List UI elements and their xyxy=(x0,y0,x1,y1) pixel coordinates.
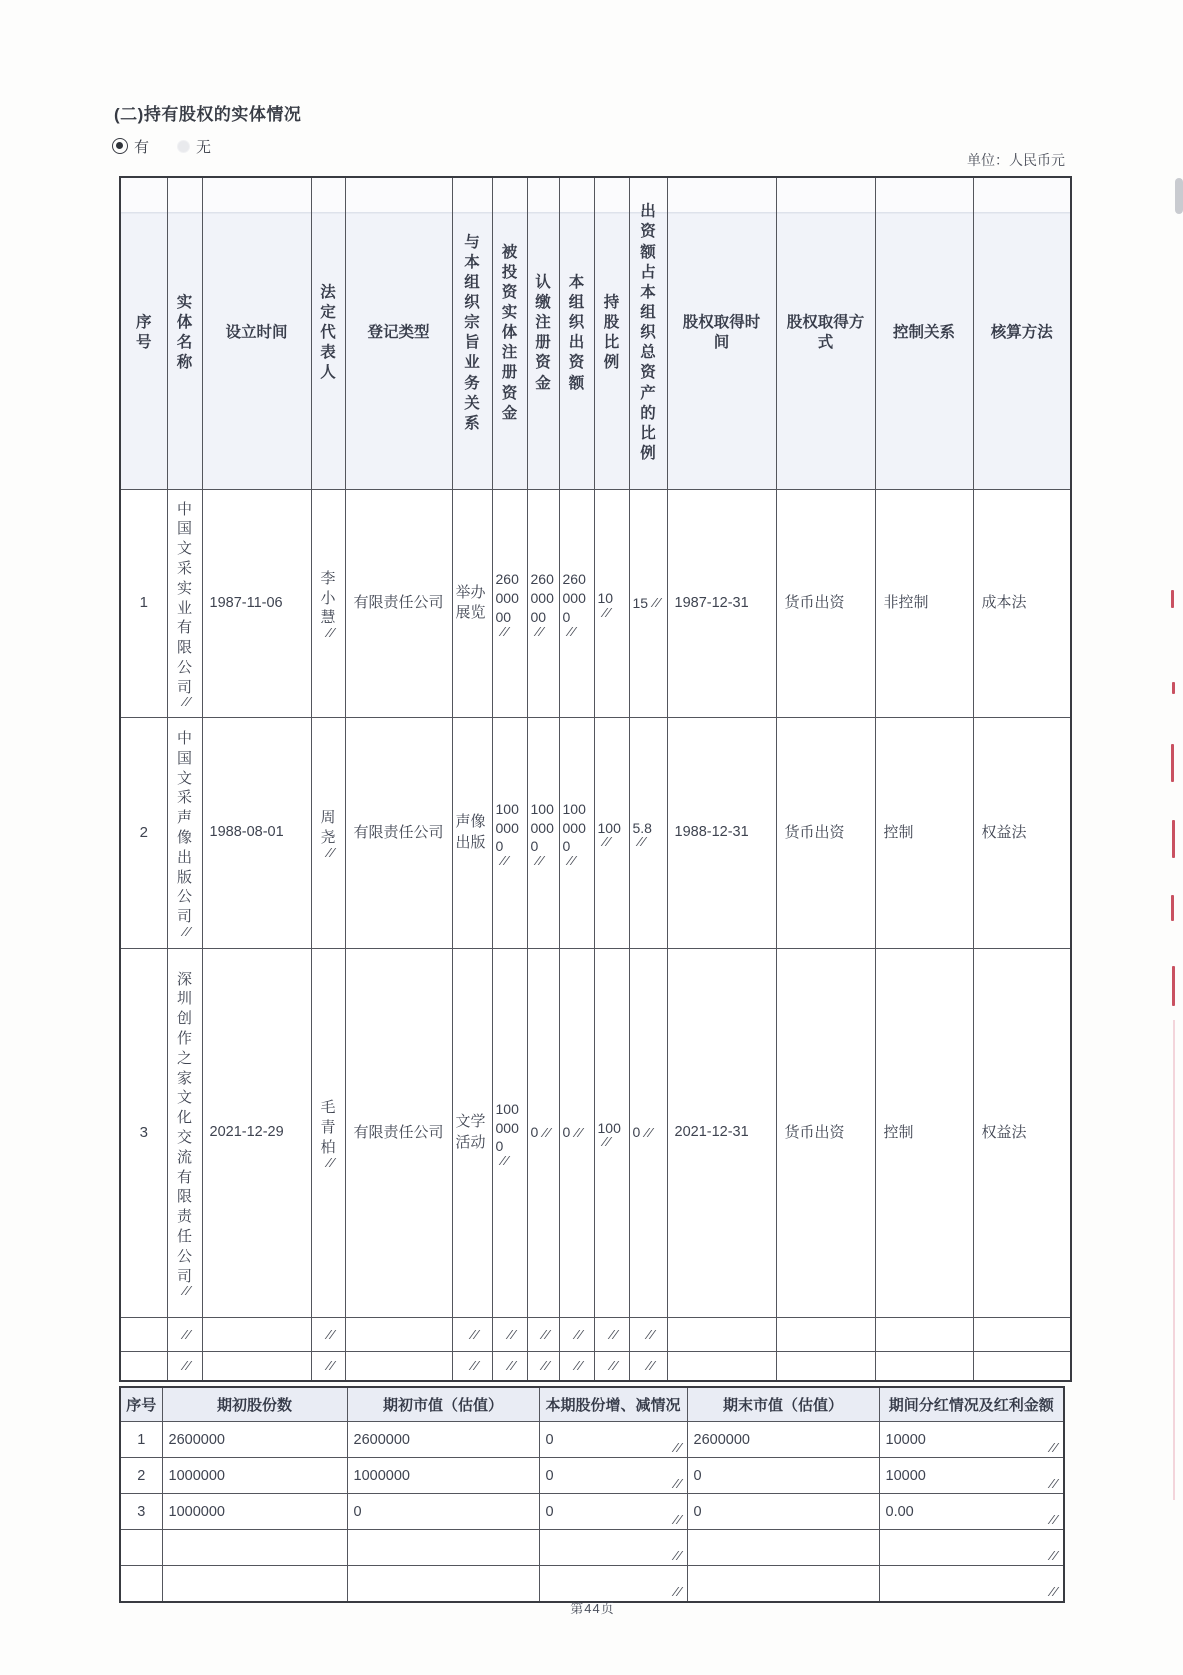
cell-value: 有限责任公司 xyxy=(353,594,444,612)
ditto-tick-mark xyxy=(506,1330,516,1339)
holdings-cell xyxy=(776,1351,875,1381)
summary-cell xyxy=(347,1458,539,1494)
holdings-cell xyxy=(311,948,345,1317)
holdings-cell xyxy=(202,1351,311,1381)
cell-value: 中国文采实业有限公司 xyxy=(176,500,192,696)
cell-value: 2021-12-29 xyxy=(209,1124,284,1141)
holdings-cell xyxy=(973,717,1071,948)
holdings-cell xyxy=(559,1351,594,1381)
holdings-cell xyxy=(311,717,345,948)
cell-value: 1988-12-31 xyxy=(674,824,749,841)
holdings-cell xyxy=(527,1317,559,1351)
cell-value: 1988-08-01 xyxy=(209,824,284,841)
holdings-header-label: 实体名称 xyxy=(176,293,193,372)
holdings-cell xyxy=(973,1317,1071,1351)
red-annotation-mark xyxy=(1172,820,1175,858)
holdings-row xyxy=(120,489,1071,717)
cell-value: 10000 xyxy=(885,1431,926,1448)
summary-cell xyxy=(879,1494,1064,1530)
holdings-cell xyxy=(492,489,527,717)
summary-cell xyxy=(162,1566,347,1603)
cell-value: 有限责任公司 xyxy=(353,823,444,841)
holdings-cell xyxy=(120,717,167,948)
ditto-tick-mark xyxy=(651,598,661,607)
holdings-header-cell xyxy=(667,177,776,489)
radio-unselected-icon[interactable] xyxy=(177,140,190,153)
holdings-cell xyxy=(776,489,875,717)
summary-header-cell: 本期股份增、减情况 xyxy=(539,1387,687,1422)
ditto-tick-mark xyxy=(181,927,191,936)
holdings-header-label: 法定代表人 xyxy=(320,283,336,382)
cell-value: 货币出资 xyxy=(784,1123,845,1141)
cell-value: 中国文采声像出版公司 xyxy=(176,730,192,926)
summary-cell xyxy=(539,1530,687,1566)
holdings-row xyxy=(120,1351,1071,1381)
summary-cell xyxy=(162,1494,347,1530)
holdings-cell xyxy=(120,1351,167,1381)
ditto-tick-mark xyxy=(499,1156,509,1165)
unit-label: 单位：人民币元 xyxy=(967,152,1065,168)
cell-value: 3 xyxy=(137,1503,146,1520)
ditto-tick-mark xyxy=(181,1361,191,1370)
ditto-tick-mark xyxy=(325,1361,335,1370)
holdings-cell xyxy=(667,717,776,948)
holdings-header-label: 股权取得时间 xyxy=(682,314,761,352)
cell-value: 1000000 xyxy=(562,800,586,855)
holdings-header-cell xyxy=(973,177,1071,489)
holdings-cell xyxy=(527,948,559,1317)
cell-value: 0 xyxy=(545,1467,554,1484)
holdings-header-cell xyxy=(202,177,311,489)
cell-value: 1000000 xyxy=(168,1503,225,1520)
holdings-cell xyxy=(559,717,594,948)
holdings-header-cell xyxy=(527,177,559,489)
ditto-tick-mark xyxy=(181,697,191,706)
cell-value: 举办展览 xyxy=(455,583,486,621)
holdings-cell xyxy=(167,1351,202,1381)
holdings-header-label: 登记类型 xyxy=(367,324,430,342)
cell-value: 0.00 xyxy=(885,1503,914,1520)
holdings-header-label: 持股比例 xyxy=(603,293,620,372)
holdings-cell xyxy=(527,1351,559,1381)
holdings-header-label: 本组织出资额 xyxy=(568,273,585,392)
ditto-tick-mark xyxy=(573,1128,583,1137)
holdings-cell xyxy=(202,948,311,1317)
ditto-tick-mark xyxy=(469,1361,479,1370)
cell-value: 2 xyxy=(139,823,148,841)
ditto-tick-mark xyxy=(566,856,576,865)
cell-value: 控制 xyxy=(883,823,914,841)
cell-value: 2 xyxy=(137,1467,146,1484)
red-faint-line xyxy=(1173,1020,1175,1500)
ditto-tick-mark xyxy=(672,1443,682,1452)
holdings-cell xyxy=(202,717,311,948)
cell-value: 0 xyxy=(545,1431,554,1448)
section-title: (二)持有股权的实体情况 xyxy=(114,105,302,124)
ditto-tick-mark xyxy=(636,837,646,846)
cell-value: 0 xyxy=(693,1467,702,1484)
holdings-cell xyxy=(875,489,973,717)
ditto-tick-mark xyxy=(469,1330,479,1339)
holdings-cell xyxy=(167,489,202,717)
summary-row xyxy=(120,1422,1064,1458)
cell-value: 3 xyxy=(139,1123,148,1141)
ditto-tick-mark xyxy=(181,1286,191,1295)
holdings-cell xyxy=(629,1317,667,1351)
cell-value: 2600000 xyxy=(562,571,586,625)
cell-value: 26000000 xyxy=(530,571,554,625)
summary-cell xyxy=(120,1566,162,1603)
holdings-cell xyxy=(167,1317,202,1351)
cell-value: 26000000 xyxy=(495,571,519,625)
holdings-header-cell xyxy=(167,177,202,489)
red-annotation-mark xyxy=(1171,744,1174,782)
equity-holdings-table xyxy=(119,176,1072,1382)
shares-summary-table xyxy=(119,1386,1065,1603)
ditto-tick-mark xyxy=(540,1330,550,1339)
holdings-cell xyxy=(311,1351,345,1381)
ditto-tick-mark xyxy=(541,1128,551,1137)
cell-value: 0 xyxy=(632,1124,641,1141)
holdings-cell xyxy=(559,489,594,717)
holdings-cell xyxy=(120,948,167,1317)
ditto-tick-mark xyxy=(1048,1479,1058,1488)
holdings-cell xyxy=(120,489,167,717)
ditto-tick-mark xyxy=(506,1361,516,1370)
cell-value: 0 xyxy=(693,1503,702,1520)
cell-value: 文学活动 xyxy=(455,1113,486,1151)
summary-cell xyxy=(162,1458,347,1494)
ditto-tick-mark xyxy=(573,1361,583,1370)
ditto-tick-mark xyxy=(1048,1551,1058,1560)
cell-value: 1000000 xyxy=(530,800,554,855)
cell-value: 15 xyxy=(632,594,649,611)
holdings-cell xyxy=(875,1351,973,1381)
cell-value: 有限责任公司 xyxy=(353,1123,444,1141)
holdings-header-cell xyxy=(875,177,973,489)
summary-header-cell: 期末市值（估值） xyxy=(687,1387,879,1422)
holdings-header-cell xyxy=(776,177,875,489)
summary-cell xyxy=(120,1494,162,1530)
summary-cell xyxy=(879,1422,1064,1458)
page-number: 第44页 xyxy=(570,1601,615,1616)
holdings-header-cell xyxy=(311,177,345,489)
ditto-tick-mark xyxy=(645,1330,655,1339)
cell-value: 2600000 xyxy=(168,1431,225,1448)
holdings-cell xyxy=(452,948,492,1317)
summary-cell xyxy=(347,1566,539,1603)
summary-cell xyxy=(539,1458,687,1494)
summary-cell xyxy=(539,1422,687,1458)
radio-group-has-equity xyxy=(112,136,211,156)
cell-value: 100 xyxy=(597,1119,621,1136)
ditto-tick-mark xyxy=(672,1587,682,1596)
cell-value: 2600000 xyxy=(693,1431,750,1448)
summary-cell xyxy=(539,1566,687,1603)
summary-row xyxy=(120,1566,1064,1603)
summary-row xyxy=(120,1494,1064,1530)
holdings-cell xyxy=(594,1317,629,1351)
holdings-cell xyxy=(452,1317,492,1351)
red-annotation-mark xyxy=(1171,590,1174,608)
summary-header-cell: 序号 xyxy=(120,1387,162,1422)
holdings-header-cell xyxy=(594,177,629,489)
holdings-row xyxy=(120,948,1071,1317)
holdings-cell xyxy=(594,1351,629,1381)
holdings-cell xyxy=(492,948,527,1317)
cell-value: 0 xyxy=(530,1124,539,1141)
ditto-tick-mark xyxy=(540,1361,550,1370)
holdings-header-label: 认缴注册资金 xyxy=(535,273,551,392)
holdings-cell xyxy=(629,717,667,948)
holdings-cell xyxy=(311,489,345,717)
radio-no-label[interactable]: 无 xyxy=(196,138,212,156)
cell-value: 1987-11-06 xyxy=(209,594,283,611)
summary-cell xyxy=(347,1530,539,1566)
holdings-cell xyxy=(667,948,776,1317)
holdings-header-cell xyxy=(120,177,167,489)
holdings-header-cell xyxy=(452,177,492,489)
holdings-cell xyxy=(629,489,667,717)
holdings-cell xyxy=(594,717,629,948)
ditto-tick-mark xyxy=(645,1361,655,1370)
holdings-cell xyxy=(202,1317,311,1351)
holdings-header-label: 被投资实体注册资金 xyxy=(501,243,518,422)
summary-cell xyxy=(347,1422,539,1458)
cell-value: 2600000 xyxy=(353,1431,410,1448)
cell-value: 权益法 xyxy=(981,823,1027,841)
summary-cell xyxy=(539,1494,687,1530)
holdings-cell xyxy=(594,948,629,1317)
summary-cell xyxy=(879,1458,1064,1494)
ditto-tick-mark xyxy=(573,1330,583,1339)
holdings-header-cell xyxy=(629,177,667,489)
ditto-tick-mark xyxy=(534,627,544,636)
cell-value: 1 xyxy=(137,1431,146,1448)
ditto-tick-mark xyxy=(1048,1587,1058,1596)
holdings-cell xyxy=(667,1351,776,1381)
holdings-cell xyxy=(776,948,875,1317)
summary-cell xyxy=(687,1422,879,1458)
holdings-cell xyxy=(594,489,629,717)
holdings-cell xyxy=(973,489,1071,717)
holdings-cell xyxy=(452,717,492,948)
holdings-cell xyxy=(345,1317,452,1351)
holdings-row xyxy=(120,1317,1071,1351)
cell-value: 成本法 xyxy=(981,594,1027,612)
holdings-cell xyxy=(167,948,202,1317)
red-annotation-mark xyxy=(1171,895,1174,921)
holdings-cell xyxy=(492,1351,527,1381)
cell-value: 权益法 xyxy=(981,1123,1027,1141)
holdings-cell xyxy=(667,489,776,717)
ditto-tick-mark xyxy=(643,1128,653,1137)
holdings-cell xyxy=(345,717,452,948)
cell-value: 货币出资 xyxy=(784,594,845,612)
red-annotation-mark xyxy=(1172,966,1175,1006)
red-annotation-mark xyxy=(1172,682,1175,694)
cell-value: 深圳创作之家文化交流有限责任公司 xyxy=(176,970,192,1285)
cell-value: 0 xyxy=(353,1503,362,1520)
ditto-tick-mark xyxy=(181,1330,191,1339)
summary-row xyxy=(120,1458,1064,1494)
summary-cell xyxy=(687,1566,879,1603)
cell-value: 100 xyxy=(597,819,621,836)
ditto-tick-mark xyxy=(1048,1443,1058,1452)
cell-value: 1 xyxy=(139,594,148,612)
holdings-header-label: 控制关系 xyxy=(892,324,955,342)
holdings-cell xyxy=(345,948,452,1317)
radio-selected-icon[interactable] xyxy=(112,138,128,154)
cell-value: 非控制 xyxy=(883,594,929,612)
ditto-tick-mark xyxy=(672,1479,682,1488)
holdings-header-label: 股权取得方式 xyxy=(786,314,865,352)
holdings-cell xyxy=(492,717,527,948)
holdings-cell xyxy=(973,948,1071,1317)
ditto-tick-mark xyxy=(672,1515,682,1524)
holdings-cell xyxy=(875,717,973,948)
holdings-cell xyxy=(776,1317,875,1351)
cell-value: 李小慧 xyxy=(320,569,336,627)
summary-header-cell: 期初市值（估值） xyxy=(347,1387,539,1422)
cell-value: 10 xyxy=(597,590,614,607)
summary-cell xyxy=(687,1494,879,1530)
holdings-cell xyxy=(311,1317,345,1351)
holdings-cell xyxy=(559,1317,594,1351)
cell-value: 0 xyxy=(562,1124,571,1141)
holdings-cell xyxy=(667,1317,776,1351)
holdings-header-row xyxy=(120,177,1071,489)
summary-cell xyxy=(879,1566,1064,1603)
summary-row xyxy=(120,1530,1064,1566)
holdings-header-cell xyxy=(492,177,527,489)
cell-value: 声像出版 xyxy=(455,813,486,851)
holdings-header-cell xyxy=(345,177,452,489)
holdings-cell xyxy=(492,1317,527,1351)
ditto-tick-mark xyxy=(601,1137,611,1146)
cell-value: 1987-12-31 xyxy=(674,594,749,611)
summary-header-cell: 期间分红情况及红利金额 xyxy=(879,1387,1064,1422)
holdings-row xyxy=(120,717,1071,948)
holdings-cell xyxy=(202,489,311,717)
holdings-header-label: 核算方法 xyxy=(990,324,1053,342)
ditto-tick-mark xyxy=(499,627,509,636)
ditto-tick-mark xyxy=(601,608,611,617)
scrollbar-thumb[interactable] xyxy=(1175,178,1183,214)
holdings-header-label: 设立时间 xyxy=(225,324,288,342)
holdings-cell xyxy=(629,948,667,1317)
ditto-tick-mark xyxy=(325,1158,335,1167)
ditto-tick-mark xyxy=(672,1551,682,1560)
holdings-cell xyxy=(167,717,202,948)
cell-value: 1000000 xyxy=(353,1467,410,1484)
cell-value: 周尧 xyxy=(320,809,336,846)
cell-value: 货币出资 xyxy=(784,823,845,841)
cell-value: 2021-12-31 xyxy=(674,1124,749,1141)
holdings-cell xyxy=(875,1317,973,1351)
ditto-tick-mark xyxy=(325,848,335,857)
holdings-header-label: 出资额占本组织总资产的比例 xyxy=(640,203,656,463)
ditto-tick-mark xyxy=(534,856,544,865)
ditto-tick-mark xyxy=(608,1330,618,1339)
holdings-header-label: 序号 xyxy=(135,314,152,352)
cell-value: 1000000 xyxy=(168,1467,225,1484)
holdings-cell xyxy=(776,717,875,948)
summary-cell xyxy=(120,1458,162,1494)
holdings-header-cell xyxy=(559,177,594,489)
cell-value: 毛青柏 xyxy=(320,1099,336,1156)
cell-value: 10000 xyxy=(885,1467,926,1484)
ditto-tick-mark xyxy=(566,627,576,636)
holdings-cell xyxy=(452,489,492,717)
summary-header-cell: 期初股份数 xyxy=(162,1387,347,1422)
cell-value: 1000000 xyxy=(495,800,519,855)
summary-cell xyxy=(687,1458,879,1494)
holdings-cell xyxy=(973,1351,1071,1381)
cell-value: 5.8 xyxy=(632,819,652,836)
ditto-tick-mark xyxy=(499,856,509,865)
cell-value: 控制 xyxy=(883,1123,914,1141)
summary-cell xyxy=(162,1422,347,1458)
summary-cell xyxy=(120,1530,162,1566)
ditto-tick-mark xyxy=(608,1361,618,1370)
ditto-tick-mark xyxy=(601,837,611,846)
ditto-tick-mark xyxy=(1048,1515,1058,1524)
cell-value: 0 xyxy=(545,1503,554,1520)
holdings-header-label: 与本组织宗旨业务关系 xyxy=(464,233,480,432)
holdings-cell xyxy=(345,489,452,717)
summary-cell xyxy=(162,1530,347,1566)
summary-cell xyxy=(687,1530,879,1566)
holdings-cell xyxy=(875,948,973,1317)
radio-yes-label[interactable]: 有 xyxy=(134,138,150,156)
holdings-cell xyxy=(345,1351,452,1381)
cell-value: 1000000 xyxy=(495,1100,519,1155)
holdings-cell xyxy=(559,948,594,1317)
holdings-cell xyxy=(527,717,559,948)
holdings-cell xyxy=(452,1351,492,1381)
ditto-tick-mark xyxy=(325,628,335,637)
holdings-cell xyxy=(527,489,559,717)
holdings-cell xyxy=(629,1351,667,1381)
summary-header-row xyxy=(120,1387,1064,1422)
summary-cell xyxy=(879,1530,1064,1566)
summary-cell xyxy=(347,1494,539,1530)
holdings-cell xyxy=(120,1317,167,1351)
ditto-tick-mark xyxy=(325,1330,335,1339)
summary-cell xyxy=(120,1422,162,1458)
